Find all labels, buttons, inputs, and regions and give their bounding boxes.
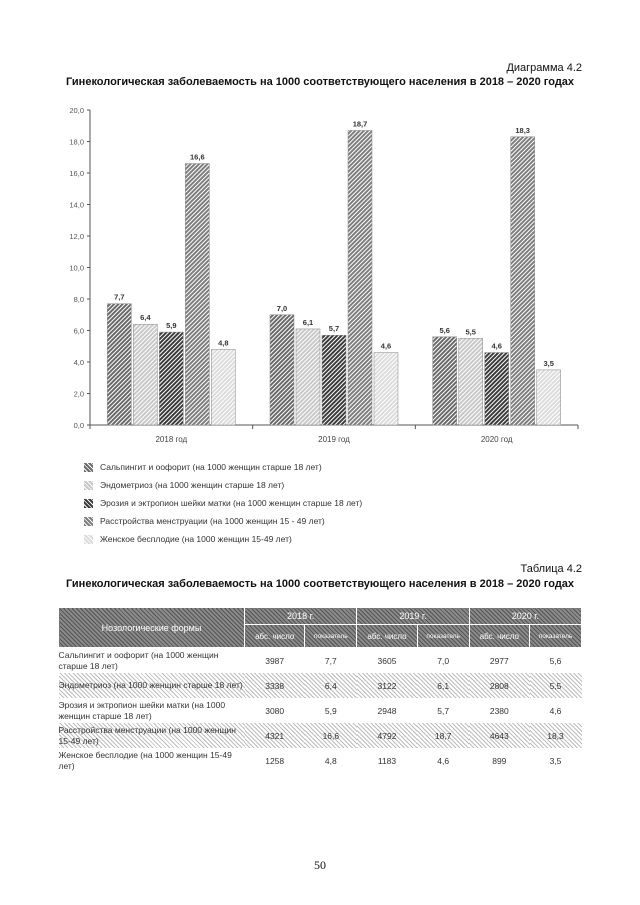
bar xyxy=(185,164,209,425)
bar-value-label: 18,7 xyxy=(352,119,368,129)
header-year-2018: 2018 г. xyxy=(245,608,357,625)
table-row xyxy=(59,648,582,674)
cell-value: 18,7 xyxy=(417,723,469,748)
legend-swatch xyxy=(84,535,93,544)
legend-label: Эрозия и эктропион шейки матки (на 1000 женщин старше 18 лет) xyxy=(100,498,363,508)
table-title: Гинекологическая заболеваемость на 1000 соответствующего населения в 2018 – 2020 годах xyxy=(65,578,575,590)
table-row xyxy=(59,673,582,698)
legend-item xyxy=(84,494,362,512)
cell-value: 3338 xyxy=(245,673,305,698)
legend-label: Эндометриоз (на 1000 женщин старше 18 лет) xyxy=(100,480,285,490)
x-tick-label: 2019 год xyxy=(318,435,350,444)
y-tick-label: 4,0 xyxy=(73,358,84,367)
cell-value: 6,1 xyxy=(417,673,469,698)
legend-item xyxy=(84,458,362,476)
cell-value: 4,6 xyxy=(437,755,450,766)
table-row xyxy=(59,698,582,723)
bar xyxy=(107,304,131,425)
cell-value: 2948 xyxy=(377,705,397,716)
bar xyxy=(211,349,235,425)
diagram-label: Диаграмма 4.2 xyxy=(506,62,582,74)
bar-value-label: 16,6 xyxy=(190,152,205,162)
legend-label: Расстройства менструации (на 1000 женщин 15 - 49 лет) xyxy=(100,516,325,526)
bar-value-label: 4,8 xyxy=(218,338,229,348)
cell-value: 7,7 xyxy=(324,655,337,666)
header-year-2019: 2019 г. xyxy=(357,608,469,625)
bar xyxy=(374,353,398,425)
y-tick-label: 8,0 xyxy=(73,295,84,304)
y-tick-label: 12,0 xyxy=(69,232,84,241)
bar xyxy=(159,332,183,425)
cell-value: 3080 xyxy=(265,705,285,716)
bar-value-label: 5,9 xyxy=(166,321,177,331)
header-nosological-forms: Нозологические формы xyxy=(59,608,245,648)
header-rate-2018: показатель xyxy=(305,625,357,648)
y-tick-label: 0,0 xyxy=(73,421,84,430)
y-tick-label: 14,0 xyxy=(69,200,84,210)
bar-value-label: 7,0 xyxy=(276,303,288,313)
cell-value: 18,3 xyxy=(530,723,582,748)
bar-value-label: 5,7 xyxy=(328,324,340,334)
legend-swatch xyxy=(84,481,93,490)
cell-value: 3987 xyxy=(265,655,285,666)
cell-value: 4,6 xyxy=(549,705,562,716)
cell-value: 5,7 xyxy=(437,705,450,716)
cell-value: 4792 xyxy=(357,723,417,748)
legend-swatch xyxy=(84,463,93,472)
cell-value: 5,9 xyxy=(324,705,337,716)
cell-value: 5,6 xyxy=(549,655,562,666)
bar-value-label: 5,5 xyxy=(465,327,476,337)
y-tick-label: 10,0 xyxy=(69,263,84,273)
cell-value: 2977 xyxy=(489,655,509,666)
legend-item xyxy=(84,476,362,494)
row-name: Расстройства менструации (на 1000 женщин 15-49 лет) xyxy=(59,723,245,748)
cell-value: 4643 xyxy=(469,723,529,748)
cell-value: 899 xyxy=(492,755,507,766)
x-tick-label: 2020 год xyxy=(480,435,513,444)
cell-value: 4321 xyxy=(245,723,305,748)
bar-value-label: 6,1 xyxy=(302,317,314,327)
legend-label: Сальпингит и оофорит (на 1000 женщин старше 18 лет) xyxy=(100,462,322,472)
header-abs-2018: абс. число xyxy=(245,625,305,648)
bar-value-label: 7,7 xyxy=(114,292,125,302)
bar-value-label: 3,5 xyxy=(543,358,554,368)
bar xyxy=(296,329,320,425)
bar xyxy=(348,130,372,425)
cell-value: 4,8 xyxy=(324,755,337,766)
cell-value: 7,0 xyxy=(437,655,450,666)
cell-value: 1183 xyxy=(377,755,397,766)
page-number: 50 xyxy=(314,858,326,872)
bar-value-label: 6,4 xyxy=(140,313,151,323)
header-year-2020: 2020 г. xyxy=(469,608,581,625)
y-tick-label: 6,0 xyxy=(73,326,84,336)
y-tick-label: 20,0 xyxy=(69,106,84,115)
bar xyxy=(459,338,483,425)
bar-value-label: 4,6 xyxy=(491,341,502,351)
y-tick-label: 18,0 xyxy=(69,137,84,147)
header-rate-2019: показатель xyxy=(417,625,469,648)
bar xyxy=(485,353,509,425)
cell-value: 3605 xyxy=(377,655,397,666)
row-name: Эрозия и эктропион шейки матки (на 1000 женщин старше 18 лет) xyxy=(58,699,226,721)
table-row xyxy=(59,723,582,748)
legend-swatch xyxy=(84,517,93,526)
bar xyxy=(433,337,457,425)
bar-chart xyxy=(56,102,588,447)
bar xyxy=(322,335,346,425)
chart-legend xyxy=(84,458,362,548)
bar xyxy=(133,324,157,425)
legend-swatch xyxy=(84,499,93,508)
legend-label: Женское бесплодие (на 1000 женщин 15-49 лет) xyxy=(100,534,292,544)
morbidity-table xyxy=(58,607,582,773)
bar-value-label: 4,6 xyxy=(380,341,392,351)
x-tick-label: 2018 год xyxy=(155,435,188,444)
table-label: Таблица 4.2 xyxy=(520,563,582,575)
cell-value: 3,5 xyxy=(549,755,562,766)
cell-value: 3122 xyxy=(357,673,417,698)
header-abs-2020: абс. число xyxy=(469,625,529,648)
table-row xyxy=(59,748,582,773)
legend-item xyxy=(84,512,362,530)
bar xyxy=(537,370,561,425)
cell-value: 1258 xyxy=(265,755,285,766)
cell-value: 2808 xyxy=(469,673,529,698)
header-abs-2019: абс. число xyxy=(357,625,417,648)
row-name: Сальпингит и оофорит (на 1000 женщин старше 18 лет) xyxy=(58,649,219,671)
row-name: Женское бесплодие (на 1000 женщин 15-49 лет) xyxy=(58,749,232,771)
bar-value-label: 18,3 xyxy=(515,125,530,135)
diagram-title: Гинекологическая заболеваемость на 1000 соответствующего населения в 2018 – 2020 годах xyxy=(65,76,575,88)
bar xyxy=(511,137,535,425)
legend-item xyxy=(84,530,362,548)
cell-value: 6,4 xyxy=(305,673,357,698)
bar xyxy=(270,315,294,425)
bar-value-label: 5,6 xyxy=(439,325,450,335)
y-tick-label: 2,0 xyxy=(73,389,84,399)
cell-value: 5,5 xyxy=(530,673,582,698)
cell-value: 16,6 xyxy=(305,723,357,748)
cell-value: 2380 xyxy=(489,705,509,716)
header-rate-2020: показатель xyxy=(530,625,582,648)
y-tick-label: 16,0 xyxy=(69,169,84,178)
row-name: Эндометриоз (на 1000 женщин старше 18 лет) xyxy=(59,673,245,698)
